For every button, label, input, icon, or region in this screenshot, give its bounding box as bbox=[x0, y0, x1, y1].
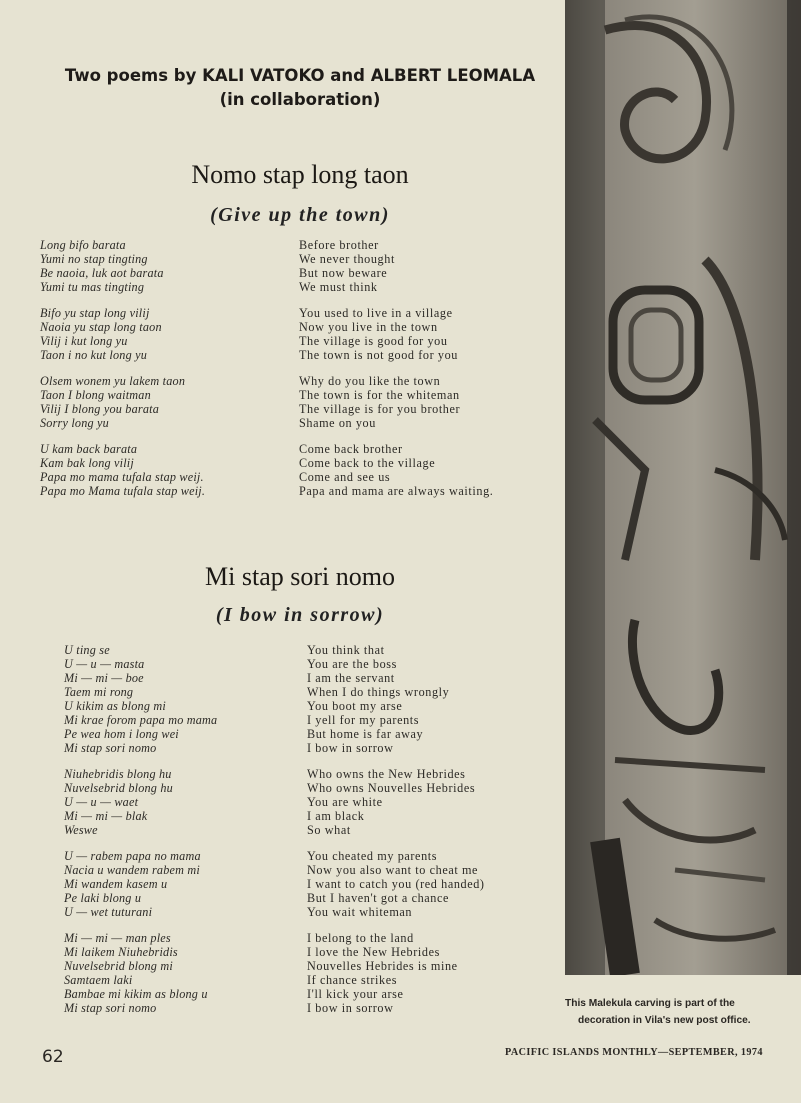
carving-photo bbox=[565, 0, 801, 975]
article-heading: Two poems by KALI VATOKO and ALBERT LEOMALA bbox=[64, 66, 536, 85]
bislama-stanza: U ting se U — u — masta Mi — mi — boe Taem mi rong U kikim as blong mi Mi krae forom papa mo mama Pe wea hom i long wei Mi stap sori nomo bbox=[64, 643, 218, 755]
poem-subtitle: (I bow in sorrow) bbox=[215, 604, 385, 626]
english-stanza: Come back brother Come back to the village Come and see us Papa and mama are always waiting. bbox=[299, 442, 494, 498]
english-stanza: You think that You are the boss I am the servant When I do things wrongly You boot my arse I yell for my parents But home is far away I bow in sorrow bbox=[307, 643, 450, 755]
bislama-stanza: Niuhebridis blong hu Nuvelsebrid blong hu U — u — waet Mi — mi — blak Weswe bbox=[64, 767, 173, 837]
bislama-stanza: U kam back barata Kam bak long vilij Papa mo mama tufala stap weij. Papa mo Mama tufala stap weij. bbox=[40, 442, 206, 498]
article-heading-note: (in collaboration) bbox=[219, 90, 381, 109]
bislama-stanza: Olsem wonem yu lakem taon Taon I blong waitman Vilij I blong you barata Sorry long yu bbox=[40, 374, 186, 430]
page-number: 62 bbox=[42, 1047, 64, 1067]
english-stanza: Who owns the New Hebrides Who owns Nouvelles Hebrides You are white I am black So what bbox=[307, 767, 476, 837]
poem-title: Mi stap sori nomo bbox=[205, 562, 395, 591]
bislama-stanza: U — rabem papa no mama Nacia u wandem rabem mi Mi wandem kasem u Pe laki blong u U — wet tuturani bbox=[64, 849, 201, 919]
english-stanza: Before brother We never thought But now beware We must think bbox=[299, 238, 395, 294]
bislama-stanza: Mi — mi — man ples Mi laikem Niuhebridis Nuvelsebrid blong mi Samtaem laki Bambae mi kikim as blong u Mi stap sori nomo bbox=[64, 931, 208, 1015]
english-stanza: You used to live in a village Now you live in the town The village is good for you The town is not good for you bbox=[299, 306, 458, 362]
poem-subtitle: (Give up the town) bbox=[210, 204, 390, 226]
photo-caption: decoration in Vila's new post office. bbox=[578, 1015, 751, 1026]
bislama-stanza: Long bifo barata Yumi no stap tingting Be naoia, luk aot barata Yumi tu mas tingting bbox=[40, 238, 164, 294]
english-stanza: Why do you like the town The town is for the whiteman The village is for you brother Shame on you bbox=[299, 374, 461, 430]
english-stanza: I belong to the land I love the New Hebrides Nouvelles Hebrides is mine If chance strikes I'll kick your arse I bow in sorrow bbox=[307, 931, 458, 1015]
bislama-stanza: Bifo yu stap long vilij Naoia yu stap long taon Vilij i kut long yu Taon i no kut long yu bbox=[40, 306, 162, 362]
english-stanza: You cheated my parents Now you also want to cheat me I want to catch you (red handed) But I haven't got a chance You wait whiteman bbox=[307, 849, 485, 919]
poem-title: Nomo stap long taon bbox=[191, 160, 409, 189]
running-footer: PACIFIC ISLANDS MONTHLY—SEPTEMBER, 1974 bbox=[505, 1047, 763, 1058]
photo-caption: This Malekula carving is part of the bbox=[565, 998, 735, 1009]
carving-illustration bbox=[565, 0, 801, 975]
